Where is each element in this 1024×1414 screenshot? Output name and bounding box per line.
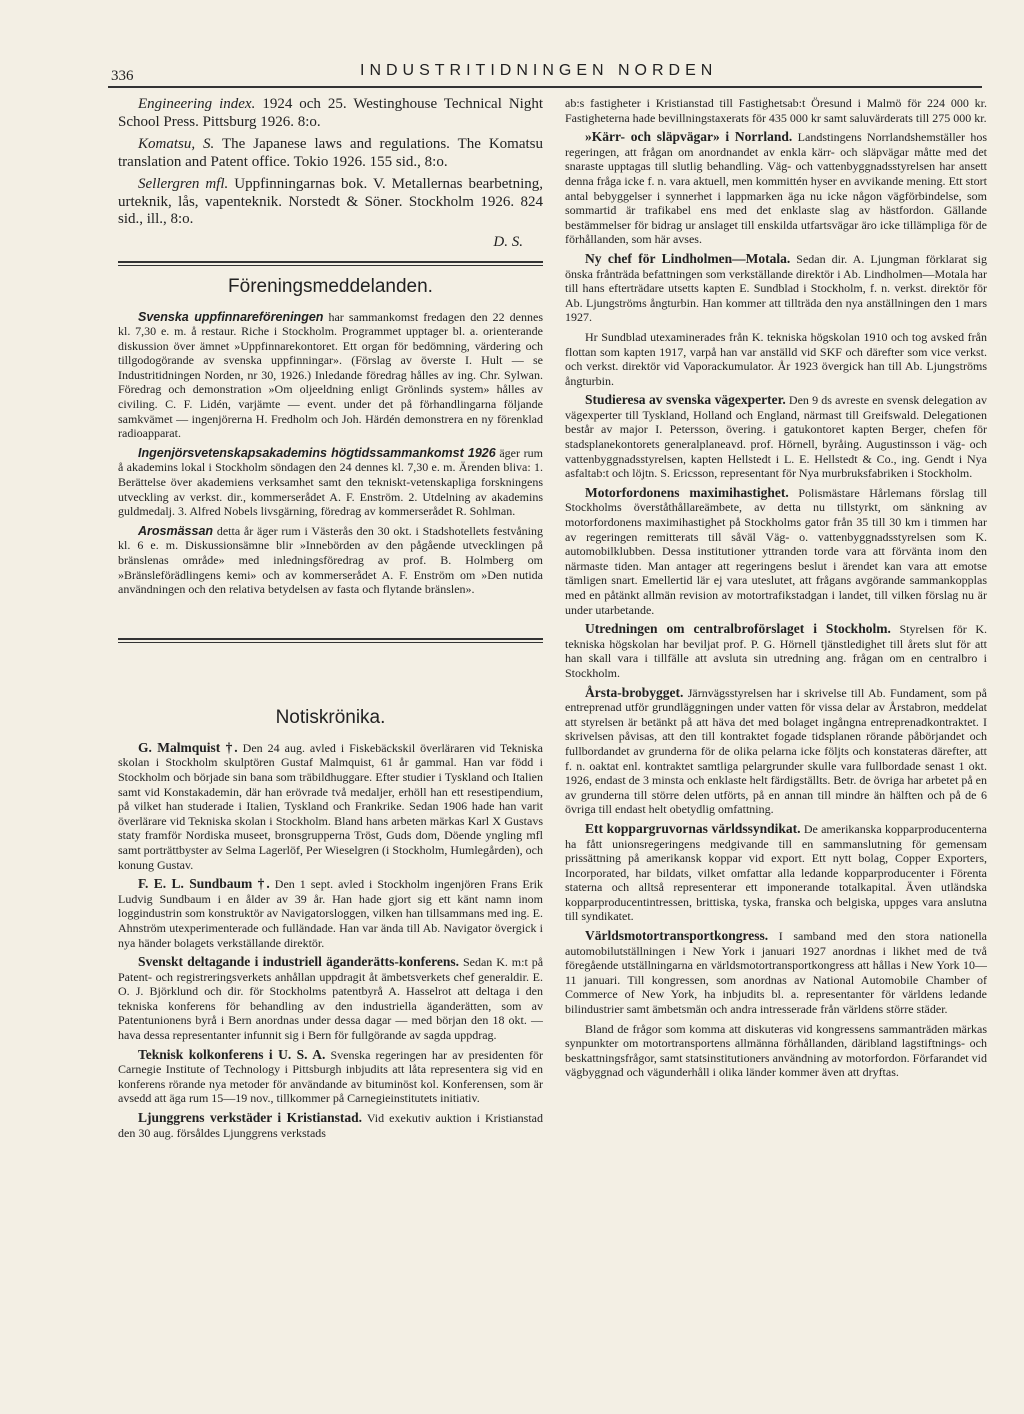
book-entry <box>118 176 543 229</box>
section-title-notis: Notiskrönika. <box>275 706 386 728</box>
news-text: Svenska regeringen har av presidenten för Carnegie Institute of Technology i Pittsburgh inbjudits att låta representera sig vid en konferens rörande nya metoder för användande av bituminöst kol. Konferensen, som är avsedd att äga rum 15—19 nov., tillkommer på Carnegieinstitutets initiativ. <box>118 1047 543 1106</box>
news-lead: Ljunggrens verkstäder i Kristianstad. <box>138 1110 362 1126</box>
signature: D. S. <box>493 233 523 250</box>
news-item <box>118 955 543 1043</box>
news-text: Vid exekutiv auktion i Kristianstad den 30 aug. försåldes Ljunggrens verkstads <box>118 1111 543 1140</box>
news-item <box>565 252 987 325</box>
news-lead: Årsta-brobygget. <box>585 684 684 700</box>
book-list <box>118 96 543 229</box>
news-item <box>118 877 543 950</box>
news-item <box>565 929 987 1017</box>
news-item <box>565 622 987 680</box>
continued-text: ab:s fastigheter i Kristianstad till Fastighetsab:t Öresund i Malmö för 224 000 kr. Fastigheterna hade bevillningstaxerats för 435 000 kr samt saluvärderats till 275 000 kr. <box>565 96 987 125</box>
news-lead: Ny chef för Lindholmen—Motala. <box>585 250 791 266</box>
news-lead: Teknisk kolkonferens i U. S. A. <box>138 1046 326 1062</box>
book-author: Komatsu, S. <box>138 136 215 152</box>
news-item <box>118 741 543 872</box>
news-text: Bland de frågor som komma att diskuteras vid kongressens sammanträden märkas synpunkter om motortransportens allmänna förhållanden, däribland lagstiftnings- och beskattningsfrågor, samt statsinstitutioners användning av motorfordon. Förfarandet vid vägbyggnad och vägunderhåll i olika länder kommer även att dryftas. <box>565 1021 987 1080</box>
notice-text: detta år äger rum i Västerås den 30 okt. i Stadshotellets festvåning kl. 6 e. m. Diskussionsämne blir »Innebörden av den pågående utvecklingen på bränslenas område» med inledningsföredrag av prof. B. Holmberg om »Bränsleförädlingens kemi» och av kommerserådet A. F. Enström om »Den nutida användningen och den relativa betydelsen av fasta och flytande bränslen». <box>118 523 543 597</box>
news-item <box>565 1022 987 1080</box>
news-text: Polismästare Hårlemans förslag till Stockholms överståthållareämbete, av detta nu tillstyrkt, om sänkning av motorfordonens maximihastighet på Stockholms gator från 35 till 30 km i timmen har av regeringen remitterats till såväl Väg- o. vattenbyggnadsstyrelsen som K. automobilklubben. Dessa institutioner yttranden torde vara att förvänta inom den närmaste tiden. Man antager att regeringens beslut i ärendet kan vara att emotse tämligen snart. Emellertid lär ej vara uteslutet, att frågans avgörande sammankopplas med en påtänkt allmän revision av motortrafikstadgan i landet, till vilken förslag nu är under utarbetande. <box>565 485 987 617</box>
book-text: Uppfinningarnas bok. V. Metallernas bearbetning, urteknik, lås, vapenteknik. Norstedt & Söner. Stockholm 1926. 824 sid., ill., 8:o. <box>118 176 543 227</box>
notice-item <box>118 524 543 597</box>
news-text: Sedan dir. A. Ljungman förklarat sig önska frånträda befattningen som verkställande direktör i Ab. Lindholmen—Motala har till hans efterträdare utsetts kapten E. Sundblad i Stockholm, f. n. verkst. direktör för Ab. Ljungströms ångturbin. Han kommer att tillträda den nya anställningen den 1 mars 1927. <box>565 251 987 325</box>
news-item <box>118 1048 543 1106</box>
notice-item <box>118 310 543 441</box>
book-entry <box>118 136 543 171</box>
notice-item <box>118 446 543 519</box>
news-lead: Utredningen om centralbroförslaget i Stockholm. <box>585 621 891 637</box>
news-item <box>118 1111 543 1140</box>
news-text: Järnvägsstyrelsen har i skrivelse till Ab. Fundament, som på entreprenad utför grundläggningen under vatten för vissa delar av Årstabron, meddelat att styrelsen är betänkt på att häva det med bolaget ingångna entreprenadkontraktet. I skrivelsen påvisas, att den till kontraktet fogade tidsplanen rörande påbörjandet och fullbordandet av grunderna för de olika pelarna icke följts och konstateras därefter, att f. n. oaktat enl. kontraktet samtliga pelargrunder skulle vara fullbordade senast 1 okt. 1926, endast de 3 minsta och enklaste helt färdigställts. Betr. de övriga har arbetet på en av grunderna till större delen utförts, på en annan till mindre än hälften och på de 6 övriga till endast helt obetydlig omfattning. <box>565 685 987 817</box>
book-author: Engineering index. <box>138 96 256 112</box>
news-lead: G. Malmquist †. <box>138 739 238 755</box>
news-text: I samband med den stora nationella automobilutställningen i New York i januari 1927 anordnas i likhet med de två föregående utställningarna en världsmotortransportkongress att hållas i New York 10—11 januari. Till kongressen, som anordnas av National Automobile Chamber of Commerce of New York, ha inbjudits bl. a. representanter för världens ledande bilindustrier samt ämbetsmän och andra intresserade från världens större städer. <box>565 929 987 1017</box>
news-text: Landstingens Norrlandshemställer hos regeringen, att frågan om anordnandet av enkla kärr- och släpvägar måtte med det snaraste upptagas till slutlig behandling. Väg- och vattenbyggnadsstyrelsen har ansett denna fråga icke f. n. vara aktuell, men kommittén hyser en avvikande mening. Ett stort antal bebyggelser i synnerhet i lappmarken äga nu icke någon vägförbindelse, som sommartid är trafikabel ens med det enklaste slag av hästfordon. Gällande bestämmelser för bidrag ur anslaget till enskilda utfartsvägar äro icke tillämpliga för de förhållanden, som här avses. <box>565 130 987 247</box>
news-lead: Världsmotortransportkongress. <box>585 928 769 944</box>
notice-lead: Ingenjörsvetenskapsakademins högtidssammankomst 1926 <box>138 445 496 460</box>
news-lead: F. E. L. Sundbaum †. <box>138 876 270 892</box>
news-item <box>565 393 987 481</box>
section-divider <box>118 261 543 266</box>
news-text: De amerikanska kopparproducenterna ha fått unionsregeringens medgivande till en sammanslutning för gemensam prissättning på amerikansk koppar vid export. Ett nytt bolag, Copper Exporters, Incorporated, har bildats, vilket omfattar alla ledande kopparproducenter i Förenta staterna och alltså representerar ett imponerande totalkapital. Även utländska kopparproducentintressen, brittiska, tyska, franska och belgiska, uppges vara anslutna till syndikatet. <box>565 821 987 924</box>
book-entry <box>118 96 543 131</box>
news-lead: Motorfordonens maximihastighet. <box>585 484 789 500</box>
notice-text: äger rum å akademins lokal i Stockholm söndagen den 24 dennes kl. 7,30 e. m. Ärenden bliva: 1. Berättelse över akademiens verksamhet samt den tekniskt-vetenskapliga forskningens utveckling av verkst. dir., kommerserådet A. F. Enström. 2. Utdelning av akademins guldmedalj. 3. Alfred Nobels livsgärning, föredrag av kommerserådet R. Sohlman. <box>118 445 543 519</box>
news-item <box>565 330 987 388</box>
news-text: Hr Sundblad utexaminerades från K. tekniska högskolan 1910 och tog avsked från flottan som kapten 1917, varpå han var anställd vid SKF och därefter som vice verkst. och verkst. direktör vid Vaporackumulator. År 1923 övergick han till Ab. Ljungströms ångturbin. <box>565 329 987 388</box>
section-divider <box>118 638 543 643</box>
notice-text: har sammankomst fredagen den 22 dennes kl. 7,30 e. m. å restaur. Riche i Stockholm. Programmet upptager bl. a. orienterande diskussion över ämnet »Uppfinnarekontoret. Ett organ för bedömning, värdering och tillgodogörande av svenska uppfinningar». (Förslag av överste I. Hult — se Industritidningen Norden, nr 30, 1926.) Inledande föredrag hålles av ing. Chr. Sylwan. Föredrag och demonstration »Om oljeeldning enligt Grönlinds system» hålles av civiling. C. F. Lidén, varjämte — event. under det på förhandlingarna följande samkvämet — ingenjörerna H. Fredholm och Joh. Härdén demonstrera en ny förenklad radioapparat. <box>118 309 543 441</box>
news-item <box>565 822 987 924</box>
right-column <box>565 96 987 1386</box>
news-lead: Ett koppargruvornas världssyndikat. <box>585 820 801 836</box>
page-number: 336 <box>111 68 134 84</box>
news-text: Den 9 ds avreste en svensk delegation av vägexperter till Tyskland, Holland och England, närmast till Greifswald. Delegationen består av major I. Petersson, övering. i gatukontoret kapten Berger, chefen för stadsplanekontorets generalplaneavd. prof. Hörnell, byråing. Augustinsson i väg- och vattenbyggnadsstyrelsen, kapten Hellstedt i L. E. Hellstedt & Co., ing. Gendt i Nya asfaltab:t och löjtn. S. Ericsson, representant för Nya murbruksfabriken i Stockholm. <box>565 393 987 481</box>
book-text: 1924 och 25. Westinghouse Technical Night School Press. Pittsburg 1926. 8:o. <box>118 96 543 130</box>
notice-lead: Svenska uppfinnareföreningen <box>138 309 324 324</box>
news-item <box>565 686 987 817</box>
header-rule <box>108 86 982 88</box>
news-text: Den 1 sept. avled i Stockholm ingenjören Frans Erik Ludvig Sundbaum i en ålder av 39 år. Han hade gjort sig ett känt namn inom loggindustrin som konstruktör av Navigatorsloggen, vilken han tillsammans med ing. E. Ahnström utexperimenterade och fulländade. Han var ända till Ab. Navigator övergick i nya händer bolagets verkställande direktör. <box>118 877 543 950</box>
news-item <box>565 486 987 617</box>
news-text: Den 24 aug. avled i Fiskebäckskil överläraren vid Tekniska skolan i Stockholm skulptören Gustaf Malmquist, 61 år gammal. Han var född i Stockholm och började sin bana som träbildhuggare. Efter studier i Tyskland och Italien samt vid Konstakademin, där han erövrade två medaljer, erhöll han ett resestipendium, på vilket han studerade i Italien, Tyskland och Frankrike. Sedan 1906 hade han varit överlärare vid Tekniska skolan i Stockholm. Bland hans arbeten märkas Karl X Gustavs staty framför Nordiska museet, bronsgrupperna Tröst, Guds dom, Döende yngling mfl samt porträttbyster av Selma Lagerlöf, Per Wieselgren (i Stockholm, Humlegården), och konung Gustav. <box>118 740 543 872</box>
news-text: Sedan K. m:t på Patent- och registreringsverkets anhållan uppdragit åt ämbetsverkets chef generaldir. E. O. J. Björklund och dir. för Stockholms patentbyrå A. Hasselrot att deltaga i den tekniska konferens för behandling av den industriella äganderätten, som av Patentunionens byrå i Bern anordnas under dessa dagar — med början den 18 okt. — hava dessa representanter infunnit sig i Bern för fullgörande av sagda uppdrag. <box>118 955 543 1043</box>
left-column <box>118 96 543 1386</box>
news-lead: »Kärr- och släpvägar» i Norrland. <box>585 129 793 145</box>
running-head: INDUSTRITIDNINGEN NORDEN <box>360 62 718 79</box>
news-text: Styrelsen för K. tekniska högskolan har beviljat prof. P. G. Hörnell tjänstledighet till årets slut för att han skall vara i tillfälle att avsluta sin utredning ang. frågan om en centralbro i Stockholm. <box>565 622 987 680</box>
notice-lead: Arosmässan <box>138 523 214 538</box>
news-item <box>565 130 987 247</box>
news-lead: Studieresa av svenska vägexperter. <box>585 392 786 408</box>
section-title-foreningar: Föreningsmeddelanden. <box>228 275 433 297</box>
book-text: The Japanese laws and regulations. The Komatsu translation and Patent office. Tokio 1926. 155 sid., 8:o. <box>118 136 543 170</box>
news-lead: Svenskt deltagande i industriell äganderätts-konferens. <box>138 954 460 970</box>
book-author: Sellergren mfl. <box>138 176 229 192</box>
